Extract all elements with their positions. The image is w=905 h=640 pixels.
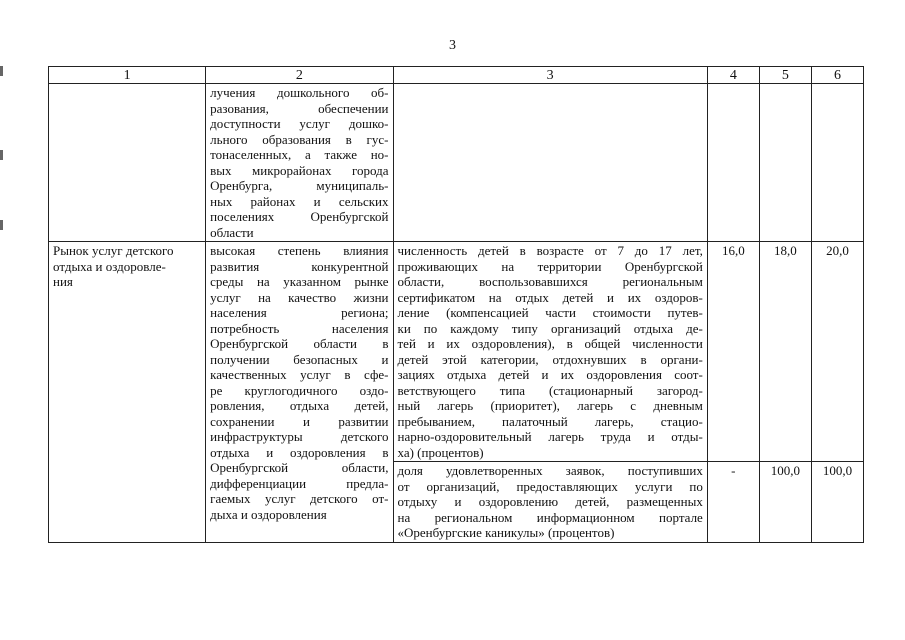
indicator-cell: [393, 462, 707, 543]
text-line: детей этой категории, отдохнувших в органи-: [397, 351, 703, 367]
text-line: области: [210, 224, 254, 240]
text-line: получении безопасных и: [210, 351, 389, 367]
table-header-row: [49, 67, 864, 84]
text-line: ки по каждому типу организаций отдыха де-: [397, 320, 703, 336]
header-cell: 3: [393, 67, 707, 84]
header-cell: 1: [49, 67, 206, 84]
text-line: ных районах и сельских: [210, 193, 389, 209]
text-line: потребность населения: [210, 320, 389, 336]
text-line: разования, обеспечении: [210, 100, 389, 116]
text-line: Рынок услуг детского: [53, 243, 174, 258]
text-line: среды на указанном рынке: [210, 274, 389, 289]
text-line: ровления, отдыха детей,: [210, 398, 389, 413]
text-line: ный лагерь (приоритет), лагерь с дневным: [397, 398, 703, 413]
text-line: лучения дошкольного об-: [210, 85, 389, 100]
text-line: доступности услуг дошко-: [210, 116, 389, 131]
text-line: ре круглогодичного оздо-: [210, 382, 389, 398]
header-cell: 4: [707, 67, 759, 84]
text-line: тей и их оздоровления), в общей численности: [397, 336, 703, 351]
text-line: Оренбургской области,: [210, 460, 389, 475]
text-line: дыха и оздоровления: [210, 506, 327, 522]
text-line: ха) (процентов): [397, 444, 484, 460]
table-row-continuation: [49, 84, 864, 242]
text-line: пребыванием, палаточный лагерь, стацио-: [397, 413, 703, 429]
value-cell-empty: [811, 84, 863, 242]
value-cell: -: [707, 462, 759, 543]
indicator-cell-empty: [393, 84, 707, 242]
text-line: поселениях Оренбургской: [210, 209, 389, 224]
text-line: дифференциации предла-: [210, 475, 389, 491]
binding-mark: [0, 220, 3, 230]
text-line: «Оренбургские каникулы» (процентов): [397, 525, 615, 540]
text-line: качественных услуг в сфе-: [210, 367, 389, 382]
header-cell: 2: [206, 67, 393, 84]
text-line: отдыху и оздоровлению детей, размещенных: [397, 494, 703, 509]
text-line: численность детей в возрасте от 7 до 17 лет,: [397, 243, 703, 258]
text-line: высокая степень влияния: [210, 243, 389, 258]
text-line: развития конкурентной: [210, 258, 389, 274]
text-line: сохранении и развитии: [210, 413, 389, 429]
indicator-cell: [393, 242, 707, 462]
binding-mark: [0, 66, 3, 76]
table-row-market: [49, 242, 864, 462]
text-line: инфраструктуры детского: [210, 429, 389, 444]
text-line: Оренбургской области в: [210, 336, 389, 351]
text-line: населения региона;: [210, 305, 389, 320]
text-line: нарно-оздоровительный лагерь труда и отды-: [397, 429, 703, 444]
text-line: льного образования в гус-: [210, 131, 389, 147]
value-cell-empty: [759, 84, 811, 242]
text-line: отдыха и оздоровле-: [53, 258, 166, 274]
market-name-cell: [49, 242, 206, 543]
text-line: отдыха и оздоровления в: [210, 444, 389, 460]
text-line: ния: [53, 274, 73, 289]
text-line: области, воспользовавшихся региональным: [397, 274, 703, 289]
text-line: проживающих на территории Оренбургской: [397, 258, 703, 274]
value-cell: 18,0: [759, 242, 811, 462]
page-number: 3: [449, 38, 456, 53]
text-line: Оренбурга, муниципаль-: [210, 178, 389, 193]
value-cell: 20,0: [811, 242, 863, 462]
text-line: на региональном информационном портале: [397, 509, 703, 525]
text-line: зациях отдыха детей и их оздоровления соот-: [397, 367, 703, 382]
binding-mark: [0, 150, 3, 160]
value-cell-empty: [707, 84, 759, 242]
value-cell: 16,0: [707, 242, 759, 462]
text-line: доля удовлетворенных заявок, поступивших: [397, 463, 703, 478]
header-cell: 5: [759, 67, 811, 84]
text-line: ветствующего типа (стационарный загород-: [397, 382, 703, 398]
text-line: вых микрорайонах города: [210, 162, 389, 178]
text-line: от организаций, предоставляющих услуги по: [397, 478, 703, 494]
market-name-cell-empty: [49, 84, 206, 242]
text-line: гаемых услуг детского от-: [210, 491, 389, 506]
value-cell: 100,0: [759, 462, 811, 543]
justification-cell: [206, 84, 393, 242]
justification-cell: [206, 242, 393, 543]
text-line: ление (компенсацией части стоимости путев-: [397, 305, 703, 320]
text-line: сертификатом на отдых детей и их оздоров-: [397, 289, 703, 305]
text-line: тонаселенных, а также но-: [210, 147, 389, 162]
value-cell: 100,0: [811, 462, 863, 543]
header-cell: 6: [811, 67, 863, 84]
indicators-table: [48, 66, 864, 543]
text-line: услуг на качество жизни: [210, 289, 389, 305]
